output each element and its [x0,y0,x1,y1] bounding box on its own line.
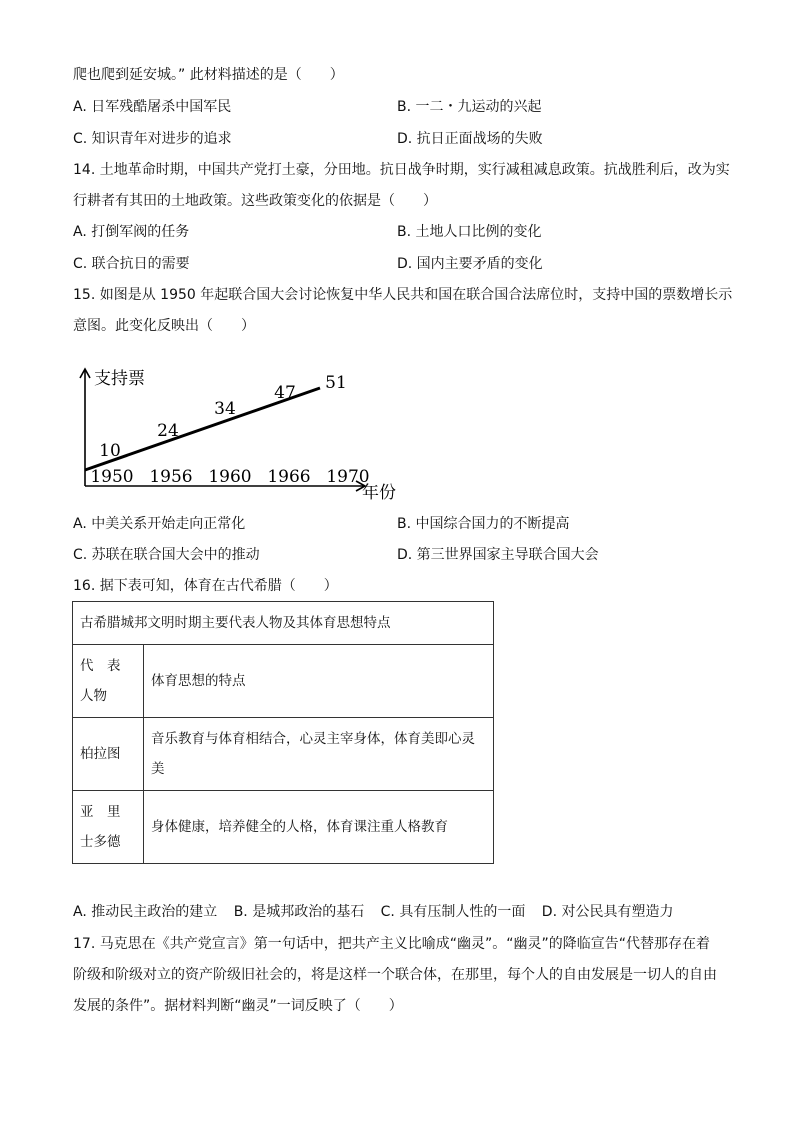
q13-option-b: B. 一二・九运动的兴起 [397,99,542,115]
header-feature: 体育思想的特点 [144,645,494,718]
q15-option-b: B. 中国综合国力的不断提高 [397,516,570,532]
data-label: 51 [325,373,347,393]
x-tick-label: 1950 [90,467,134,487]
q16-option-b: B. 是城邦政治的基石 [233,904,365,920]
table-row [73,718,494,791]
q14-stem-line2: 行耕者有其田的土地政策。这些政策变化的依据是（ ） [73,193,437,209]
x-tick-label: 1970 [326,467,370,487]
q15-stem-line1: 15. 如图是从 1950 年起联合国大会讨论恢复中华人民共和国在联合国合法席位时，支持中国的票数增长示 [73,287,733,303]
table-row [73,791,494,864]
row-person: 柏拉图 [73,718,144,791]
q14-option-a: A. 打倒军阀的任务 [73,224,190,240]
q16-options [73,902,685,922]
q13-option-d: D. 抗日正面战场的失败 [397,131,543,147]
table-header-row [73,645,494,718]
q15-stem-line2: 意图。此变化反映出（ ） [73,318,255,334]
table-caption: 古希腊城邦文明时期主要代表人物及其体育思想特点 [73,602,494,645]
q15-option-a: A. 中美关系开始走向正常化 [73,516,246,532]
q16-option-c: C. 具有压制人性的一面 [380,904,526,920]
data-label: 34 [214,399,236,419]
q16-option-d: D. 对公民具有塑造力 [541,904,674,920]
x-tick-label: 1960 [208,467,252,487]
x-tick-label: 1966 [267,467,311,487]
x-tick-label: 1956 [149,467,193,487]
x-axis-label: 年份 [362,483,396,503]
q17-stem-line1: 17. 马克思在《共产党宣言》第一句话中，把共产主义比喻成“幽灵”。“幽灵”的降临宣告“代替那存在着 [73,936,710,952]
q16-option-a: A. 推动民主政治的建立 [73,904,218,920]
data-label: 24 [157,421,179,441]
data-label: 10 [99,441,121,461]
row-feature: 音乐教育与体育相结合，心灵主宰身体，体育美即心灵美 [144,718,494,791]
header-person: 代 表 人物 [73,645,144,718]
q17-stem-line3: 发展的条件”。据材料判断“幽灵”一词反映了（ ） [73,998,403,1014]
q15-option-d: D. 第三世界国家主导联合国大会 [397,547,599,563]
row-person: 亚 里 士多德 [73,791,144,864]
q14-option-d: D. 国内主要矛盾的变化 [397,256,543,272]
q13-option-a: A. 日军残酷屠杀中国军民 [73,99,232,115]
table-caption-row [73,602,494,645]
q15-option-c: C. 苏联在联合国大会中的推动 [73,547,260,563]
q14-stem-line1: 14. 土地革命时期，中国共产党打土豪，分田地。抗日战争时期，实行减租减息政策。抗战胜利后，改为实 [73,162,730,178]
row-feature: 身体健康，培养健全的人格，体育课注重人格教育 [144,791,494,864]
q13-option-c: C. 知识青年对进步的追求 [73,131,232,147]
q13-stem-tail: 爬也爬到延安城。” 此材料描述的是（ ） [73,67,344,83]
q17-stem-line2: 阶级和阶级对立的资产阶级旧社会的，将是这样一个联合体，在那里，每个人的自由发展是一切人的自由 [73,967,717,983]
q14-option-c: C. 联合抗日的需要 [73,256,190,272]
y-axis-label: 支持票 [94,369,145,389]
q14-option-b: B. 土地人口比例的变化 [397,224,542,240]
q16-stem: 16. 据下表可知，体育在古代希腊（ ） [73,578,338,594]
data-label: 47 [274,383,296,403]
votes-line-chart [72,364,412,504]
thinkers-table [72,601,494,864]
